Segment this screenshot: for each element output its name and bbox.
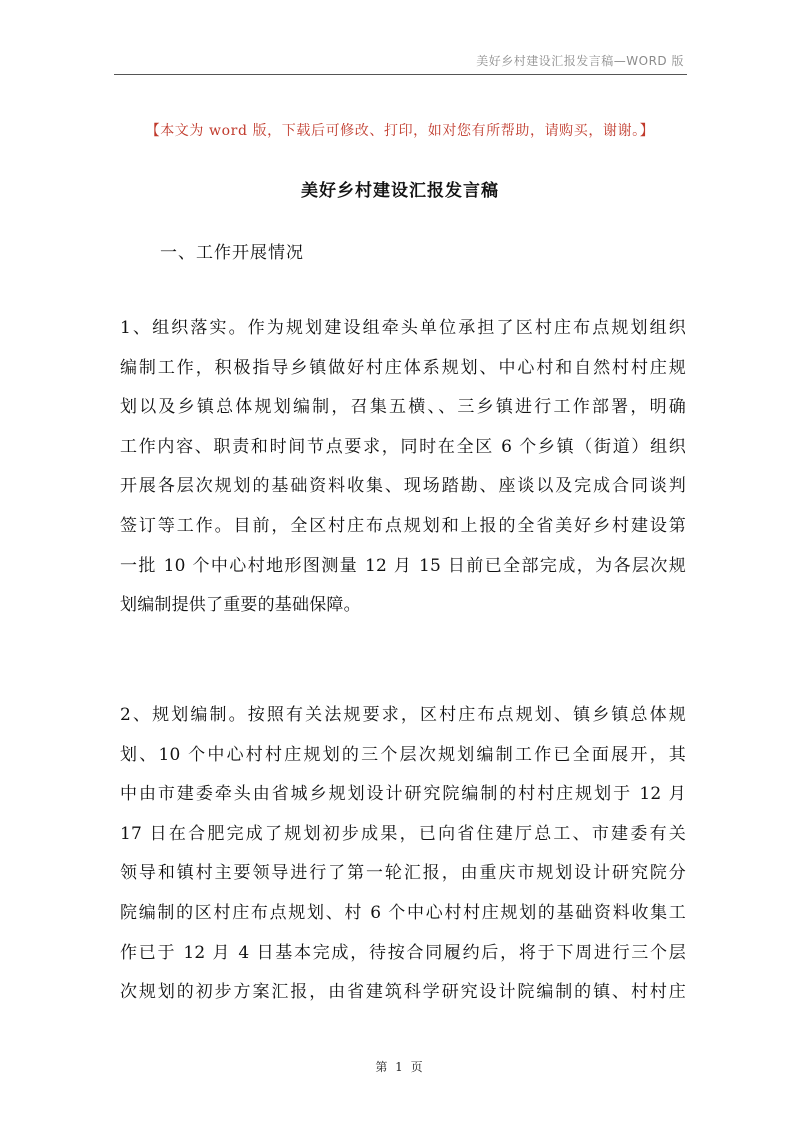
paragraph-planning — [120, 696, 686, 1013]
section-heading: 一、工作开展情况 — [160, 243, 304, 263]
paragraph-line: 2、规划编制。按照有关法规要求，区村庄布点规划、镇乡镇总体规 — [120, 705, 686, 725]
paragraph-line: 1、组织落实。作为规划建设组牵头单位承担了区村庄布点规划组织 — [120, 318, 686, 338]
paragraph-line: 划以及乡镇总体规划编制，召集五横、、三乡镇进行工作部署，明确 — [120, 397, 686, 418]
paragraph-line: 编制工作，积极指导乡镇做好村庄体系规划、中心村和自然村村庄规 — [120, 357, 686, 378]
paragraph-line: 开展各层次规划的基础资料收集、现场踏勘、座谈以及完成合同谈判 — [120, 476, 686, 497]
page-number: 第 1 页 — [375, 1060, 425, 1074]
running-header: 美好乡村建设汇报发言稿—WORD 版 — [476, 54, 684, 68]
paragraph-line: 划编制提供了重要的基础保障。 — [120, 595, 361, 616]
paragraph-line: 划、10 个中心村村庄规划的三个层次规划编制工作已全面展开，其 — [120, 744, 686, 765]
paragraph-line: 17 日在合肥完成了规划初步成果，已向省住建厅总工、市建委有关 — [120, 823, 686, 844]
purchase-notice: 【本文为 word 版，下载后可修改、打印，如对您有所帮助，请购买，谢谢。】 — [145, 123, 655, 139]
paragraph-line: 次规划的初步方案汇报，由省建筑科学研究设计院编制的镇、村村庄 — [120, 982, 686, 1003]
document-title: 美好乡村建设汇报发言稿 — [301, 181, 499, 201]
paragraph-line: 院编制的区村庄布点规划、村 6 个中心村村庄规划的基础资料收集工 — [120, 902, 686, 923]
paragraph-line: 工作内容、职责和时间节点要求，同时在全区 6 个乡镇（街道）组织 — [120, 436, 686, 457]
paragraph-line: 一批 10 个中心村地形图测量 12 月 15 日前已全部完成，为各层次规 — [120, 555, 686, 576]
paragraph-line: 签订等工作。目前，全区村庄布点规划和上报的全省美好乡村建设第 — [120, 515, 686, 536]
paragraph-organization — [120, 309, 686, 626]
paragraph-line: 作已于 12 月 4 日基本完成，待按合同履约后，将于下周进行三个层 — [120, 942, 686, 963]
paragraph-line: 中由市建委牵头由省城乡规划设计研究院编制的村村庄规划于 12 月 — [120, 784, 686, 805]
header-divider — [114, 74, 687, 75]
paragraph-line: 领导和镇村主要领导进行了第一轮汇报，由重庆市规划设计研究院分 — [120, 863, 686, 884]
